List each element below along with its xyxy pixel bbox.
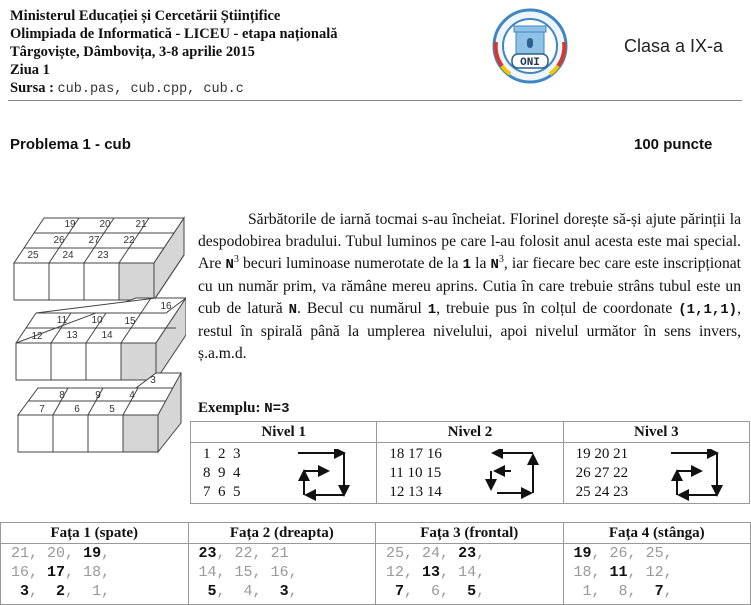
svg-text:8: 8 (59, 390, 65, 401)
face-3-header: Fața 3 (frontal) (376, 523, 564, 544)
svg-text:3: 3 (150, 375, 156, 386)
face-1-values (1, 544, 189, 605)
header-ministry: Ministerul Educației și Cercetării Științifice (10, 8, 281, 24)
face-row: 7, 6, 5, (386, 583, 486, 600)
cube-diagram (6, 213, 186, 463)
source-label: Sursa : (10, 80, 54, 96)
svg-text:13: 13 (66, 330, 78, 341)
svg-text:24: 24 (62, 250, 74, 261)
face-2-header: Fața 2 (dreapta) (188, 523, 376, 544)
level-1-cell (191, 443, 377, 504)
svg-text:5: 5 (109, 404, 115, 415)
face-4-header: Fața 4 (stânga) (563, 523, 751, 544)
svg-text:7: 7 (39, 404, 45, 415)
example-levels-table (190, 421, 750, 504)
face-2-values (188, 544, 376, 605)
face-row: 25, 24, 23, (386, 545, 486, 562)
svg-text:4: 4 (129, 390, 135, 401)
svg-text:19: 19 (64, 219, 76, 230)
level-2-header: Nivel 2 (377, 422, 563, 443)
level-3-header: Nivel 3 (563, 422, 749, 443)
spiral-clockwise-icon (296, 449, 356, 501)
spiral-clockwise-icon (669, 449, 729, 501)
svg-text:20: 20 (99, 219, 111, 230)
svg-text:12: 12 (31, 331, 43, 342)
level-3-cell (563, 443, 749, 504)
source-files: cub.pas, cub.cpp, cub.c (57, 82, 244, 97)
problem-title: Problema 1 - cub (10, 136, 131, 153)
svg-text:25: 25 (27, 250, 39, 261)
face-row: 16, 17, 18, (11, 564, 111, 581)
svg-text:26: 26 (53, 235, 65, 246)
svg-text:6: 6 (74, 404, 80, 415)
face-row: 5, 4, 3, (198, 583, 298, 600)
header-divider (8, 100, 742, 101)
level-3-grid: 19 20 21 26 27 22 25 24 23 (575, 446, 629, 500)
face-4-values (563, 544, 751, 605)
svg-text:11: 11 (56, 315, 68, 326)
svg-text:22: 22 (123, 235, 135, 246)
face-3-values (376, 544, 564, 605)
face-row: 18, 11, 12, (573, 564, 673, 581)
face-row: 12, 13, 14, (386, 564, 486, 581)
problem-statement: Sărbătorile de iarnă tocmai s-au încheiat. Florinel dorește să-și ajute părinții la despodobirea bradului. Tubul luminos pe care l-au folosit anul acesta este mai special. Are $N^3$ becuri luminoase numerotate de la 1 la $N^3$, iar fiecare bec care este inscripționat cu un număr prim, va rămâne mereu aprins. Cutia în care trebuie strâns tubul este un cub de latură N. Becul cu numărul 1, trebuie pus în colțul de coordonate (1,1,1), restul în spirală până la umplerea nivelului, apoi nivelul următor în sens invers, ș.a.m.d. (198, 211, 742, 362)
svg-text:15: 15 (124, 316, 136, 327)
svg-text:ONI: ONI (520, 57, 540, 69)
level-1-grid: 1 2 3 8 9 4 7 6 5 (203, 446, 241, 500)
level-2-cell (377, 443, 563, 504)
oni-logo (492, 8, 568, 84)
problem-points: 100 puncte (634, 136, 713, 153)
faces-table (0, 522, 751, 605)
face-row: 19, 26, 25, (573, 545, 673, 562)
svg-text:14: 14 (101, 330, 113, 341)
svg-text:21: 21 (135, 219, 147, 230)
svg-text:23: 23 (97, 250, 109, 261)
face-row: 14, 15, 16, (198, 564, 298, 581)
header-location: Târgoviște, Dâmbovița, 3-8 aprilie 2015 (10, 44, 255, 60)
svg-text:10: 10 (91, 315, 103, 326)
face-row: 21, 20, 19, (11, 545, 111, 562)
header-olympiad: Olimpiada de Informatică - LICEU - etapa națională (10, 26, 338, 42)
header-day: Ziua 1 (10, 62, 50, 78)
header-source (10, 79, 244, 99)
svg-text:27: 27 (88, 235, 100, 246)
svg-text:16: 16 (160, 301, 172, 312)
face-row: 1, 8, 7, (573, 583, 673, 600)
svg-text:9: 9 (95, 390, 101, 401)
level-1-header: Nivel 1 (191, 422, 377, 443)
class-label: Clasa a IX-a (624, 36, 724, 56)
level-2-grid: 18 17 16 11 10 15 12 13 14 (389, 446, 442, 500)
face-row: 23, 22, 21 (198, 545, 289, 562)
face-row: 3, 2, 1, (11, 583, 111, 600)
spiral-counterclockwise-icon (483, 449, 543, 501)
example-label: Exemplu: N=3 (198, 400, 290, 417)
face-1-header: Fața 1 (spate) (1, 523, 189, 544)
